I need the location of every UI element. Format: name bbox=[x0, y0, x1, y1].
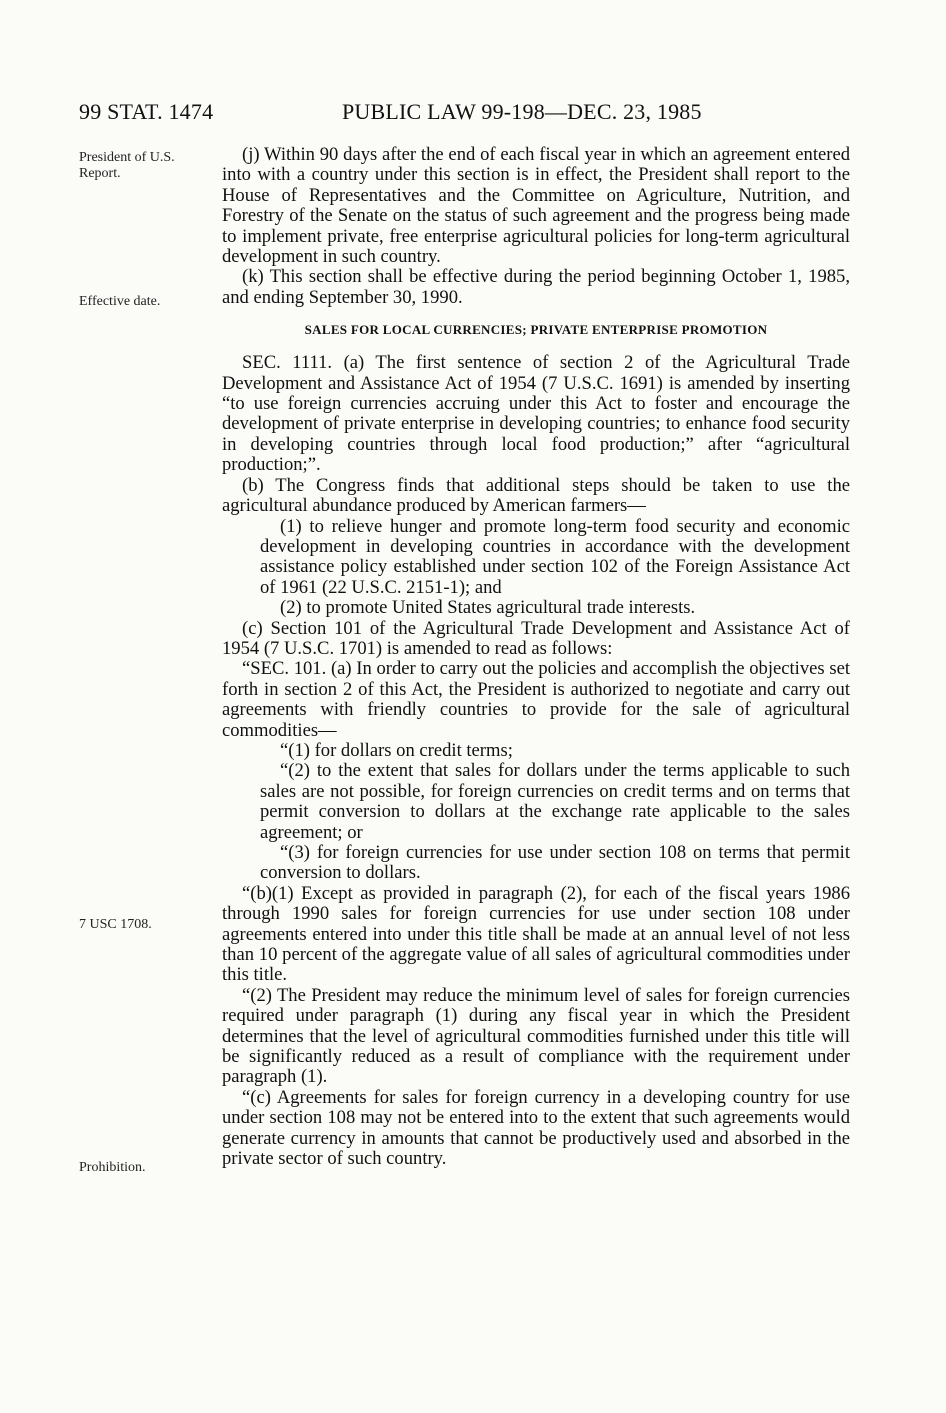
clause-a-2: “(2) to the extent that sales for dollars under the terms applicable to such sales are not possible, for foreign currencies on credit terms and on terms that permit conversion to dollars at the exchange rate applicable to the sales agreement; or bbox=[260, 760, 850, 843]
section-heading: SALES FOR LOCAL CURRENCIES; PRIVATE ENTERPRISE PROMOTION bbox=[304, 322, 768, 338]
section-1111-a: SEC. 1111. (a) The first sentence of section 2 of the Agricultural Trade Development and Assistance Act of 1954 (7 U.S.C. 1691) is amended by inserting “to use foreign currencies accruing under this Act to foster and encourage the development of private enterprise in developing countries; to enhance food security in developing countries through local food production;” after “agricultural production;”. bbox=[222, 352, 850, 476]
statute-body bbox=[222, 145, 850, 1170]
subsection-c: “(c) Agreements for sales for foreign currency in a developing country for use under section 108 may not be entered into to the extent that such agreements would generate currency in amounts that cannot be productively used and absorbed in the private sector of such country. bbox=[222, 1086, 850, 1170]
public-law-title: PUBLIC LAW 99-198—DEC. 23, 1985 bbox=[342, 99, 702, 124]
stat-page-number: 99 STAT. 1474 bbox=[79, 99, 214, 124]
clause-a-1: “(1) for dollars on credit terms; bbox=[280, 739, 513, 761]
clause-a-3: “(3) for foreign currencies for use under section 108 on terms that permit conversion to dollars. bbox=[260, 842, 850, 884]
margin-note-prohibition: Prohibition. bbox=[79, 1160, 146, 1175]
paragraph-k: (k) This section shall be effective during the period beginning October 1, 1985, and ending September 30, 1990. bbox=[222, 266, 850, 308]
subsection-b-1: “(b)(1) Except as provided in paragraph (2), for each of the fiscal years 1986 through 1990 sales for foreign currencies for use under section 108 under agreements entered into under this title shall be made at an annual level of not less than 10 percent of the aggregate value of all sales of agricultural commodities under this title. bbox=[222, 882, 850, 986]
margin-note-president-report bbox=[79, 150, 219, 182]
margin-note-effective-date: Effective date. bbox=[79, 294, 161, 309]
clause-b-2: (2) to promote United States agricultural trade interests. bbox=[280, 597, 696, 619]
section-1111-c: (c) Section 101 of the Agricultural Trade Development and Assistance Act of 1954 (7 U.S.C. 1701) is amended to read as follows: bbox=[222, 617, 850, 659]
clause-b-1: (1) to relieve hunger and promote long-term food security and economic development in developing countries in accordance with the development assistance policy established under section 102 of the Foreign Assistance Act of 1961 (22 U.S.C. 2151-1); and bbox=[260, 515, 850, 598]
page-header bbox=[0, 99, 946, 129]
paragraph-j: (j) Within 90 days after the end of each fiscal year in which an agreement entered into with a country under this section is in effect, the President shall report to the House of Representatives and the Committee on Agriculture, Nutrition, and Forestry of the Senate on the status of such agreement and the progress being made to implement private, free enterprise agricultural policies for long-term agricultural development in such country. bbox=[222, 144, 850, 268]
margin-note-usc-1708: 7 USC 1708. bbox=[79, 917, 152, 932]
section-101-a: “SEC. 101. (a) In order to carry out the policies and accomplish the objectives set forth in section 2 of this Act, the President is authorized to negotiate and carry out agreements with friendly countries to provide for the sale of agricultural commodities— bbox=[222, 658, 850, 741]
margin-note-report: Report. bbox=[79, 166, 121, 181]
margin-note-president: President of U.S. bbox=[79, 150, 175, 165]
subsection-b-2: “(2) The President may reduce the minimum level of sales for foreign currencies required under paragraph (1) during any fiscal year in which the President determines that the level of agricultural commodities furnished under this title will be significantly reduced as a result of compliance with the requirement under paragraph (1). bbox=[222, 984, 850, 1088]
section-1111-b: (b) The Congress finds that additional steps should be taken to use the agricultural abundance produced by American farmers— bbox=[222, 474, 850, 517]
